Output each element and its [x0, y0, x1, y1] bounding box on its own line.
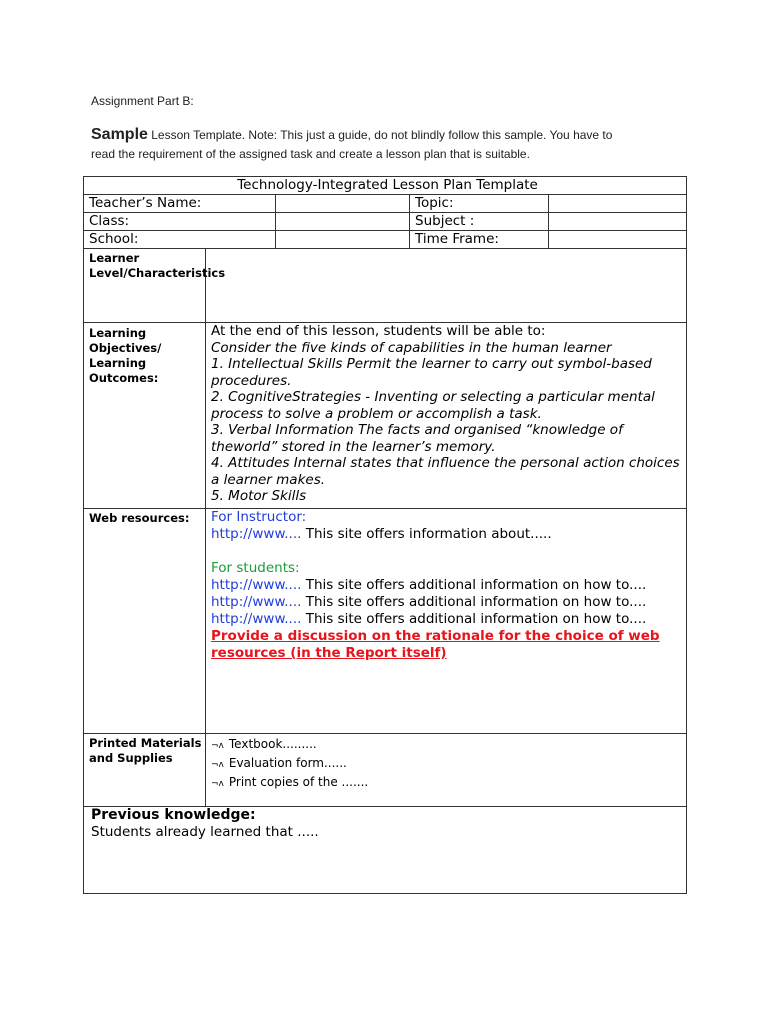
time-frame-label: Time Frame:: [410, 231, 549, 249]
previous-knowledge-text: Students already learned that .....: [91, 823, 319, 840]
school-label: School:: [84, 231, 276, 249]
bullet-icon: ¬ʌ: [211, 760, 224, 770]
web-resources-content: [206, 509, 687, 734]
objectives-intro: At the end of this lesson, students will be able to:: [211, 323, 546, 339]
note-line-2: read the requirement of the assigned task and create a lesson plan that is suitable.: [91, 147, 530, 161]
school-value[interactable]: [276, 231, 410, 249]
instructor-link-text: This site offers information about.....: [301, 526, 552, 542]
topic-label: Topic:: [410, 195, 549, 213]
student-link-text: This site offers additional information on how to....: [301, 611, 647, 627]
previous-knowledge-section: [84, 807, 687, 894]
student-link[interactable]: http://www....: [211, 594, 302, 610]
printed-item: Evaluation form......: [228, 756, 347, 770]
instructor-link[interactable]: http://www....: [211, 526, 302, 542]
teacher-name-label: Teacher’s Name:: [84, 195, 276, 213]
teacher-name-value[interactable]: [276, 195, 410, 213]
subject-label: Subject :: [410, 213, 549, 231]
bullet-icon: ¬ʌ: [211, 741, 224, 751]
printed-item: Textbook.........: [228, 737, 317, 751]
class-label: Class:: [84, 213, 276, 231]
students-heading: For students:: [211, 560, 300, 576]
objective-item-5: 5. Motor Skills: [211, 488, 307, 504]
subject-value[interactable]: [549, 213, 687, 231]
lesson-plan-table: [83, 176, 687, 894]
printed-item: Print copies of the .......: [228, 775, 369, 789]
discussion-instruction: Provide a discussion on the rationale for the choice of web resources (in the Report itself): [211, 628, 660, 661]
previous-knowledge-heading: Previous knowledge:: [91, 807, 256, 823]
learning-objectives-content: [206, 323, 687, 509]
web-resources-label: Web resources:: [84, 509, 206, 734]
printed-materials-label: Printed Materials and Supplies: [84, 734, 206, 807]
student-link-text: This site offers additional information on how to....: [301, 577, 647, 593]
student-link[interactable]: http://www....: [211, 577, 302, 593]
objective-item-3: 3. Verbal Information The facts and organised “knowledge of theworld” stored in the learner’s memory.: [211, 422, 623, 455]
time-frame-value[interactable]: [549, 231, 687, 249]
student-link-text: This site offers additional information on how to....: [301, 594, 647, 610]
student-link[interactable]: http://www....: [211, 611, 302, 627]
objectives-consider: Consider the five kinds of capabilities in the human learner: [211, 339, 612, 356]
list-item: [211, 774, 686, 793]
learner-level-label: Learner Level/Characteristics: [84, 249, 206, 323]
list-item: [211, 755, 686, 774]
note-line-1: [91, 126, 612, 144]
objective-item-2: 2. CognitiveStrategies - Inventing or selecting a particular mental process to solve a problem or accomplish a task.: [211, 389, 655, 422]
bullet-icon: ¬ʌ: [211, 779, 224, 789]
assignment-heading: Assignment Part B:: [91, 94, 194, 108]
table-title: Technology-Integrated Lesson Plan Template: [84, 177, 687, 195]
student-resource-item: [211, 577, 686, 594]
printed-materials-content: [206, 734, 687, 807]
instructor-heading: For Instructor:: [211, 509, 307, 525]
list-item: [211, 736, 686, 755]
class-value[interactable]: [276, 213, 410, 231]
objective-item-1: 1. Intellectual Skills Permit the learner to carry out symbol-based procedures.: [211, 356, 652, 389]
learner-level-value[interactable]: [206, 249, 687, 323]
student-resource-item: [211, 594, 686, 611]
student-resource-item: [211, 611, 686, 628]
learning-objectives-label: Learning Objectives/ Learning Outcomes:: [84, 323, 206, 509]
sample-word: Sample: [91, 126, 148, 143]
topic-value[interactable]: [549, 195, 687, 213]
note-text-1: Lesson Template. Note: This just a guide, do not blindly follow this sample. You have to: [147, 128, 613, 142]
objective-item-4: 4. Attitudes Internal states that influence the personal action choices a learner makes.: [211, 455, 680, 488]
